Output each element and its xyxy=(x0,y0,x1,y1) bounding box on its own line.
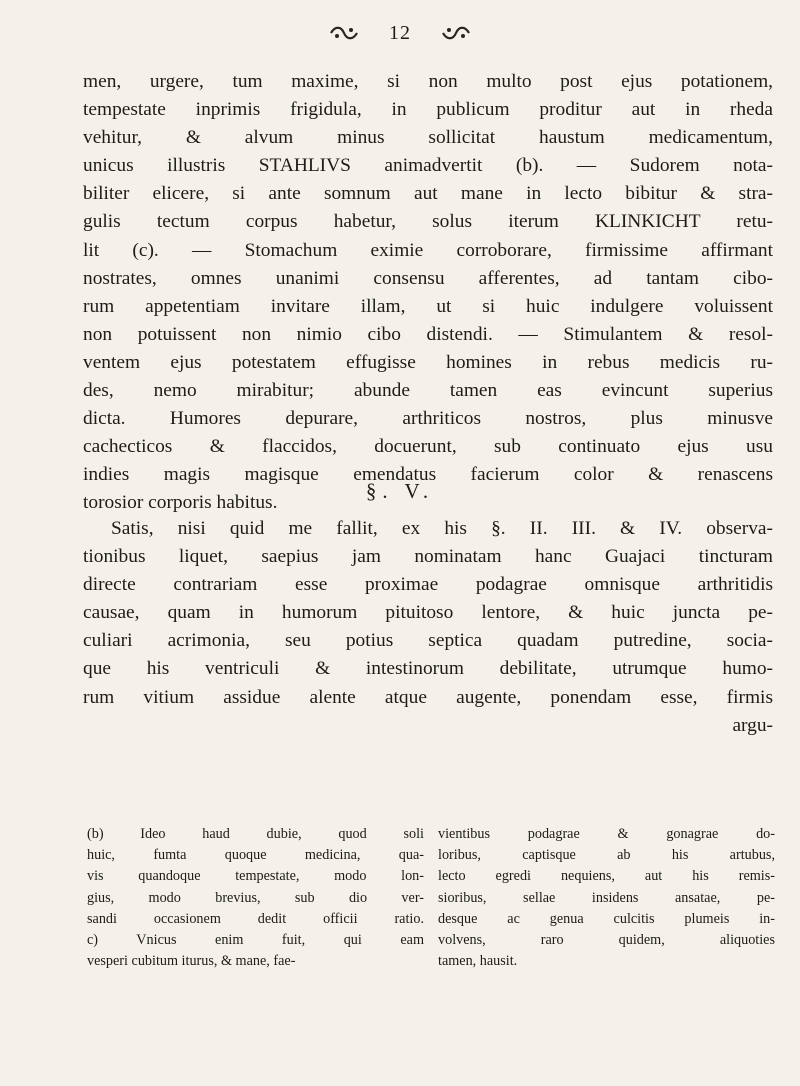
footnote-line: huic, fumta quoque medicina, qua- xyxy=(87,847,424,864)
text-line: gulis tectum corpus habetur, solus iterum KLINKICHT retu- xyxy=(83,211,773,233)
page-header xyxy=(0,18,800,48)
text-line: cachecticos & flaccidos, docuerunt, sub continuato ejus usu xyxy=(83,436,773,458)
footnote-line: tamen, hausit. xyxy=(438,953,518,970)
paragraph-1 xyxy=(83,68,773,518)
text-line: lit (c). — Stomachum eximie corroborare, firmissime affirmant xyxy=(83,239,773,261)
footnote-line: sioribus, sellae insidens ansatae, pe- xyxy=(438,889,775,906)
text-line: rum appetentiam invitare illam, ut si huic indulgere voluissent xyxy=(83,295,773,317)
catchword: argu- xyxy=(732,714,773,736)
footnote-line: desque ac genua culcitis plumeis in- xyxy=(438,910,775,927)
footnote-line: c) Vnicus enim fuit, qui eam xyxy=(87,931,424,948)
text-line: vehitur, & alvum minus sollicitat haustum medicamentum, xyxy=(83,127,773,149)
text-line: non potuissent non nimio cibo distendi. — Stimulantem & resol- xyxy=(83,323,773,345)
text-line: des, nemo mirabitur; abunde tamen eas evincunt superius xyxy=(83,380,773,402)
text-line: unicus illustris STAHLIVS animadvertit (b). — Sudorem nota- xyxy=(83,155,773,177)
text-line: nostrates, omnes unanimi consensu afferentes, ad tantam cibo- xyxy=(83,267,773,289)
footnote-line: vis quandoque tempestate, modo lon- xyxy=(87,868,424,885)
page-number: 12 xyxy=(389,21,411,44)
footnote-line: loribus, captisque ab his artubus, xyxy=(438,847,775,864)
text-line: tionibus liquet, saepius jam nominatam hanc Guajaci tincturam xyxy=(83,546,773,568)
text-line: men, urgere, tum maxime, si non multo post ejus potationem, xyxy=(83,71,773,92)
footnote-line: volvens, raro quidem, aliquoties xyxy=(438,931,775,948)
footnote-line: vesperi cubitum iturus, & mane, fae- xyxy=(87,953,296,970)
footnote-line: gius, modo brevius, sub dio ver- xyxy=(87,889,424,906)
text-line: ventem ejus potestatem effugisse homines in rebus medicis ru- xyxy=(83,351,773,373)
ornament-right-icon xyxy=(441,24,471,42)
footnote-line: lecto egredi nequiens, aut his remis- xyxy=(438,868,775,885)
footnotes xyxy=(87,824,775,972)
text-line: indies magis magisque emendatus facierum color & renascens xyxy=(83,464,773,486)
footnote-column-left xyxy=(87,824,424,972)
text-line: biliter elicere, si ante somnum aut mane in lecto bibitur & stra- xyxy=(83,183,773,205)
text-line: culiari acrimonia, seu potius septica quadam putredine, socia- xyxy=(83,630,773,652)
text-line: que his ventriculi & intestinorum debilitate, utrumque humo- xyxy=(83,658,773,680)
footnote-line: sandi occasionem dedit officii ratio. xyxy=(87,910,424,927)
section-heading: §. V. xyxy=(365,479,435,503)
footnote-column-right xyxy=(438,824,775,972)
footnote-line: (b) Ideo haud dubie, quod soli xyxy=(87,826,424,842)
ornament-left-icon xyxy=(329,24,359,42)
text-line: directe contrariam esse proximae podagrae omnisque arthritidis xyxy=(83,574,773,596)
footnote-line: vientibus podagrae & gonagrae do- xyxy=(438,826,775,842)
text-line: dicta. Humores depurare, arthriticos nostros, plus minusve xyxy=(83,408,773,430)
paragraph-2 xyxy=(83,515,773,740)
text-line: rum vitium assidue alente atque augente, ponendam esse, firmis xyxy=(83,686,773,708)
text-line: causae, quam in humorum pituitoso lentore, & huic juncta pe- xyxy=(83,602,773,624)
text-line: tempestate inprimis frigidula, in publicum proditur aut in rheda xyxy=(83,99,773,121)
text-line: Satis, nisi quid me fallit, ex his §. II. III. & IV. observa- xyxy=(111,518,773,539)
text-line: torosior corporis habitus. xyxy=(83,492,278,514)
